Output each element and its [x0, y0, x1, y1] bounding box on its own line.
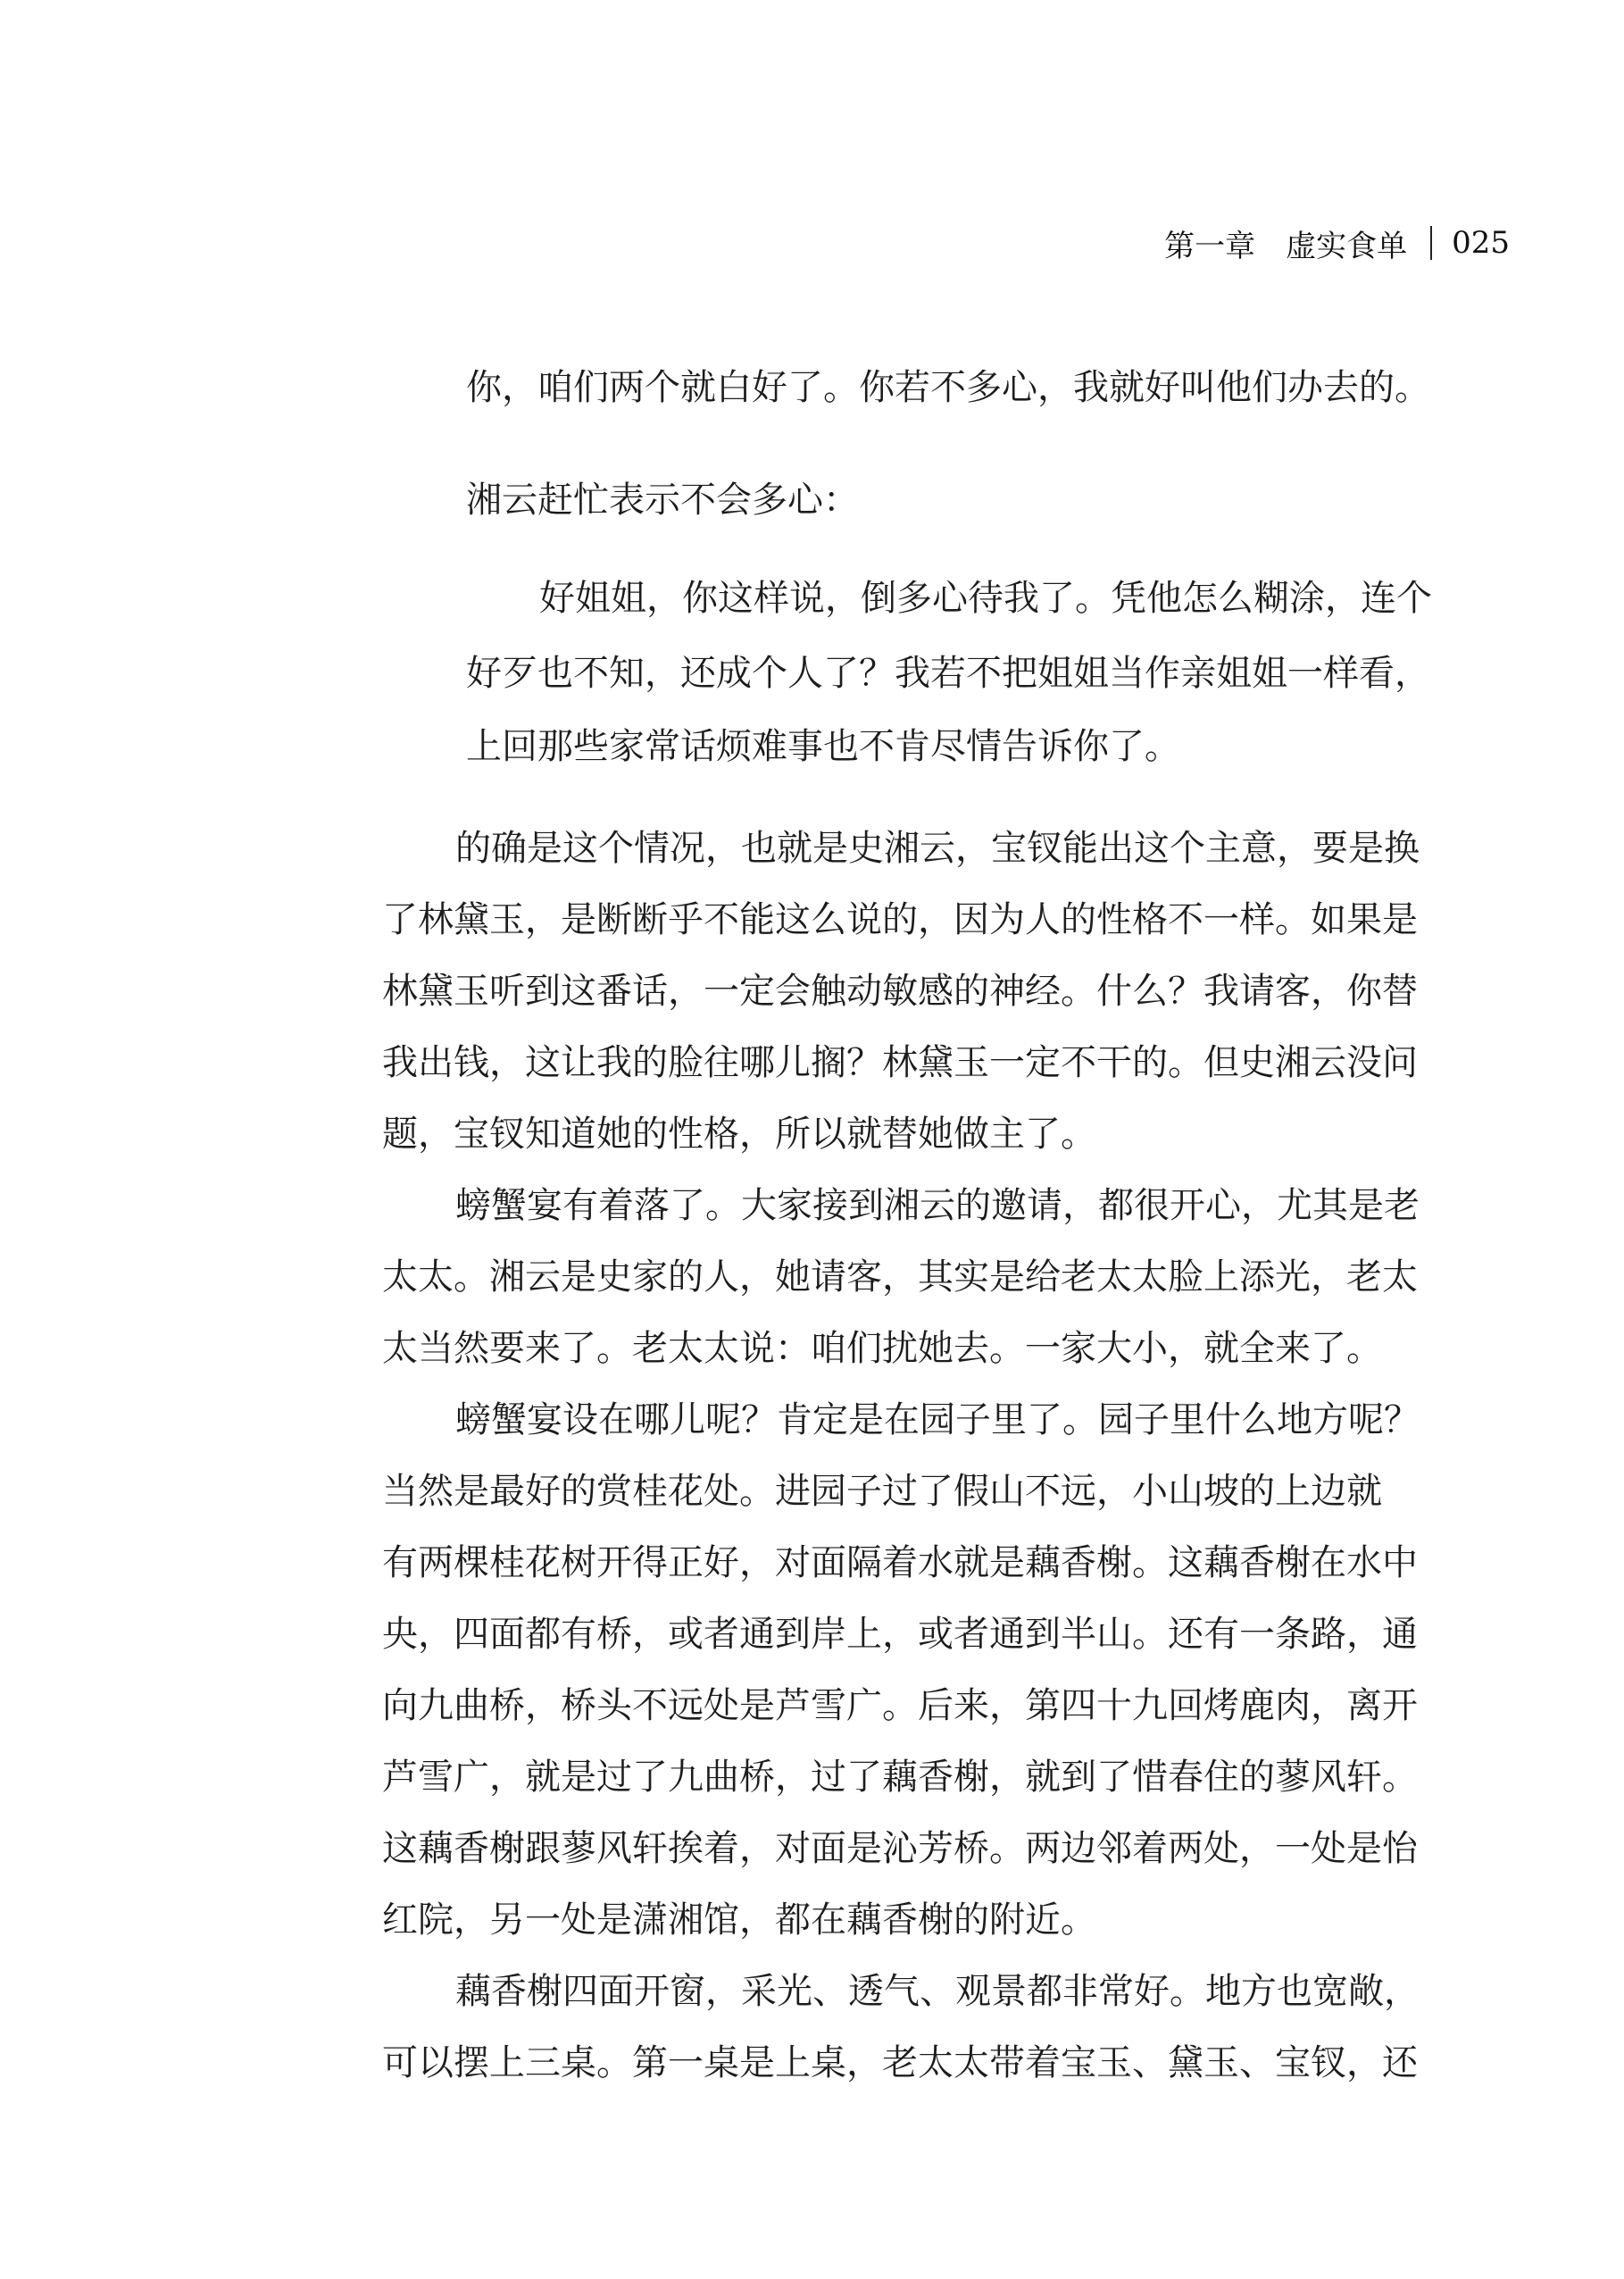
text-line: 芦雪广，就是过了九曲桥，过了藕香榭，就到了惜春住的蓼风轩。	[382, 1757, 1418, 1798]
text-line: 题，宝钗知道她的性格，所以就替她做主了。	[382, 1114, 1096, 1155]
text-line: 你，咱们两个就白好了。你若不多心，我就好叫他们办去的。	[466, 367, 1430, 408]
text-line: 林黛玉听到这番话，一定会触动敏感的神经。什么？我请客，你替	[382, 971, 1418, 1012]
text-line: 我出钱，这让我的脸往哪儿搁？林黛玉一定不干的。但史湘云没问	[382, 1042, 1418, 1083]
text-line: 湘云赶忙表示不会多心：	[466, 480, 859, 521]
text-line: 这藕香榭跟蓼风轩挨着，对面是沁芳桥。两边邻着两处，一处是怡	[382, 1828, 1418, 1869]
paragraph-first-line: 藕香榭四面开窗，采光、透气、观景都非常好。地方也宽敞，	[455, 1971, 1420, 2012]
text-line: 央，四面都有桥，或者通到岸上，或者通到半山。还有一条路，通	[382, 1614, 1418, 1655]
text-line: 了林黛玉，是断断乎不能这么说的，因为人的性格不一样。如果是	[382, 899, 1418, 940]
paragraph-first-line: 的确是这个情况，也就是史湘云，宝钗能出这个主意，要是换	[455, 828, 1420, 869]
page-number: 025	[1452, 225, 1510, 261]
text-line: 有两棵桂花树开得正好，对面隔着水就是藕香榭。这藕香榭在水中	[382, 1542, 1418, 1583]
quote-line: 好姐姐，你这样说，倒多心待我了。凭他怎么糊涂，连个	[539, 578, 1432, 619]
chapter-title: 虚实食单	[1286, 228, 1408, 264]
text-line: 太太。湘云是史家的人，她请客，其实是给老太太脸上添光，老太	[382, 1256, 1418, 1298]
quote-line: 上回那些家常话烦难事也不肯尽情告诉你了。	[466, 726, 1180, 767]
running-header	[1164, 218, 1510, 268]
text-line: 当然是最好的赏桂花处。进园子过了假山不远，小山坡的上边就	[382, 1471, 1382, 1512]
chapter-label: 第一章	[1164, 228, 1256, 264]
header-divider	[1430, 226, 1432, 260]
text-line: 红院，另一处是潇湘馆，都在藕香榭的附近。	[382, 1899, 1096, 1941]
text-line: 可以摆上三桌。第一桌是上桌，老太太带着宝玉、黛玉、宝钗，还	[382, 2042, 1418, 2083]
paragraph-first-line: 螃蟹宴有着落了。大家接到湘云的邀请，都很开心，尤其是老	[455, 1185, 1420, 1226]
text-line: 太当然要来了。老太太说：咱们扰她去。一家大小，就全来了。	[382, 1328, 1382, 1369]
text-line: 向九曲桥，桥头不远处是芦雪广。后来，第四十九回烤鹿肉，离开	[382, 1685, 1418, 1726]
paragraph-first-line: 螃蟹宴设在哪儿呢？肯定是在园子里了。园子里什么地方呢？	[455, 1399, 1420, 1440]
quote-line: 好歹也不知，还成个人了？我若不把姐姐当作亲姐姐一样看，	[466, 653, 1430, 694]
